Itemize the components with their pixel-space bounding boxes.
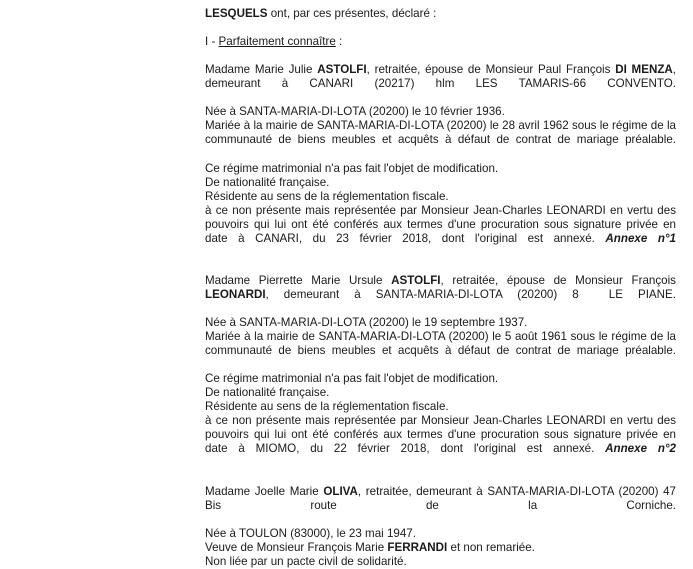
person-3-identity [205, 484, 680, 527]
person-3-widow-surname: FERRANDI [387, 540, 448, 554]
person-1-birth: Née à SANTA-MARIA-DI-LOTA (20200) le 10 février 1936. [205, 105, 505, 119]
person-2-birth: Née à SANTA-MARIA-DI-LOTA (20200) le 19 septembre 1937. [205, 316, 528, 330]
person-3-surname: OLIVA [323, 484, 358, 498]
person-3-identity-mid: , retraitée, demeurant à SANTA-MARIA-DI-LOTA (20200) 47 Bis route de la Corniche. [205, 484, 680, 512]
person-1-surname: ASTOLFI [317, 63, 367, 77]
person-2-spouse-surname: LEONARDI [205, 287, 266, 301]
person-2-proxy-text: à ce non présente mais représentée par Monsieur Jean-Charles LEONARDI en vertu des pouvoirs qui lui ont été conférés aux termes d'une procuration sous signature privée en date à MIOMO, du 22 février 2018, dont l'original est annexé. [205, 414, 680, 456]
person-2-marriage: Mariée à la mairie de SANTA-MARIA-DI-LOTA (20200) le 5 août 1961 sous le régime de la communauté de biens meubles et acquêts à défaut de contrat de mariage préalable. [205, 330, 680, 358]
person-1-spouse-surname: DI MENZA [615, 63, 673, 77]
person-3-widow-prefix: Veuve de Monsieur François Marie [205, 540, 388, 554]
person-1-annex-label: Annexe n°1 [605, 231, 676, 245]
gap-before-person-1 [205, 49, 676, 63]
lesquels-keyword: LESQUELS [205, 7, 268, 20]
lesquels-rest: ont, par ces présentes, déclaré : [267, 7, 437, 20]
person-block-1 [205, 63, 680, 260]
person-1-marriage: Mariée à la mairie de SANTA-MARIA-DI-LOTA (20200) le 28 avril 1962 sous le régime de la communauté de biens meubles et acquêts à défaut de contrat de mariage préalable. [205, 119, 680, 147]
person-2-identity-mid: , retraitée, épouse de Monsieur François [440, 273, 680, 287]
person-1-proxy-text: à ce non présente mais représentée par Monsieur Jean-Charles LEONARDI en vertu des pouvoirs qui lui ont été conférés aux termes d'une procuration sous signature privée en date à CANARI, du 23 février 2018, dont l'original est annexé. [205, 203, 680, 245]
person-2-nationality: De nationalité française. [205, 386, 330, 400]
person-2-identity-prefix: Madame Pierrette Marie Ursule [205, 273, 392, 287]
document-text-body [205, 0, 680, 569]
person-1-regime: Ce régime matrimonial n'a pas fait l'objet de modification. [205, 161, 499, 175]
top-spacer [205, 0, 676, 7]
person-1-residence: Résidente au sens de la réglementation fiscale. [205, 189, 449, 203]
person-2-surname: ASTOLFI [391, 273, 441, 287]
person-2-identity [205, 273, 680, 316]
section-suffix: : [335, 35, 343, 49]
person-block-2 [205, 273, 680, 471]
person-3-pacs: Non liée par un pacte civil de solidarité. [205, 554, 407, 568]
intro-lesquels-line [205, 7, 676, 21]
person-1-identity-suffix: , demeurant à CANARI (20217) hlm LES TAMARIS-66 CONVENTO. [205, 63, 680, 91]
person-1-proxy [205, 203, 680, 260]
person-3-widow-suffix: et non remariée. [447, 540, 535, 554]
person-3-birth: Née à TOULON (83000), le 23 mai 1947. [205, 526, 416, 540]
section-prefix: I - [205, 35, 219, 49]
gap-before-person-3 [205, 471, 676, 485]
person-2-proxy [205, 414, 680, 470]
person-1-identity-mid: , retraitée, épouse de Monsieur Paul François [366, 63, 616, 77]
person-1-identity-prefix: Madame Marie Julie [205, 63, 318, 77]
gap-before-person-2 [205, 260, 676, 274]
person-2-residence: Résidente au sens de la réglementation fiscale. [205, 400, 449, 414]
person-2-identity-suffix: , demeurant à SANTA-MARIA-DI-LOTA (20200) 8 LE PIANE. [265, 287, 676, 301]
person-3-identity-prefix: Madame Joelle Marie [205, 484, 324, 498]
person-3-widow [205, 541, 676, 555]
person-1-identity [205, 63, 680, 105]
person-2-annex-label: Annexe n°2 [605, 442, 676, 456]
person-block-3 [205, 484, 680, 569]
section-title-underlined: Parfaitement connaître [218, 35, 336, 49]
gap-after-intro [205, 21, 676, 35]
person-2-regime: Ce régime matrimonial n'a pas fait l'objet de modification. [205, 372, 499, 386]
section-heading-parfaitement-connaitre [205, 35, 676, 49]
person-1-nationality: De nationalité française. [205, 175, 330, 189]
